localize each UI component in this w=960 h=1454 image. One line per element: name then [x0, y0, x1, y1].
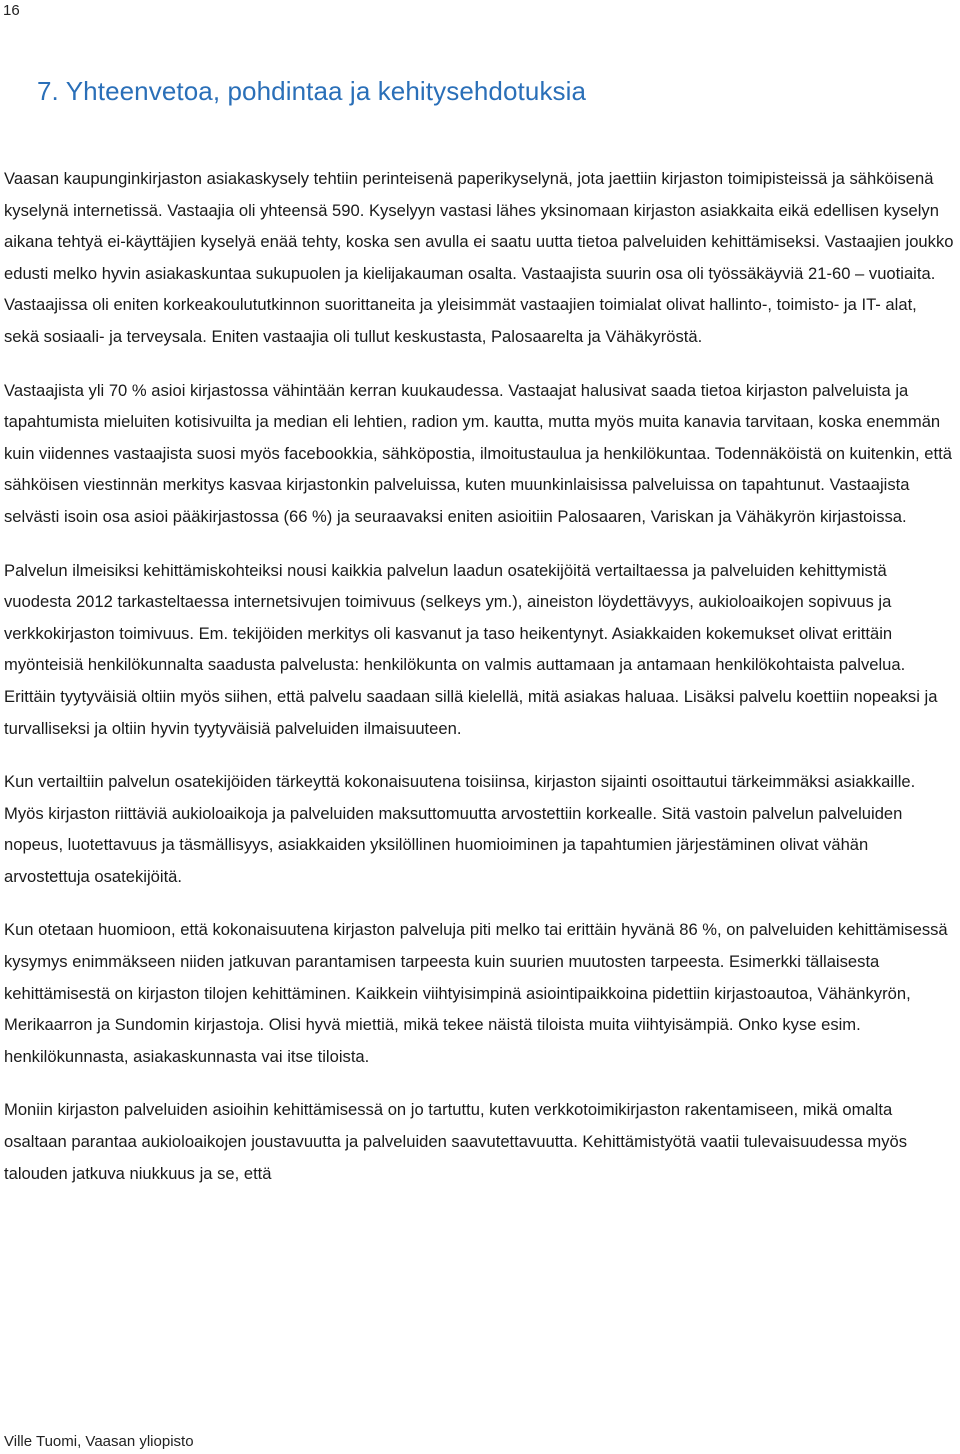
body-text: [4, 163, 956, 1189]
section-heading: 7. Yhteenvetoa, pohdintaa ja kehitysehdotuksia: [37, 76, 587, 106]
page-number: 16: [3, 2, 20, 19]
paragraph-communication-channels: Vastaajista yli 70 % asioi kirjastossa vähintään kerran kuukaudessa. Vastaajat halusivat saada tietoa kirjaston palveluista ja tapahtumista mieluiten kotisivuilta ja median eli lehtien, radion ym. kautta, mutta myös muita kanavia tarvitaan, koska enemmän kuin viidennes vastaajista suosi myös facebookkia, sähköpostia, ilmoitustaulua ja henkilökuntaa. Todennäköistä on kuitenkin, että sähköisen viestinnän merkitys kasvaa kirjastonkin palveluissa, kuten muunkinlaisissa palveluissa on tapahtunut. Vastaajista selvästi isoin osa asioi pääkirjastossa (66 %) ja seuraavaksi eniten asioitiin Palosaaren, Variskan ja Vähäkyrön kirjastoissa.: [4, 380, 952, 526]
paragraph-importance-comparison: Kun vertailtiin palvelun osatekijöiden tärkeyttä kokonaisuutena toisiinsa, kirjaston sijainti osoittautui tärkeimmäksi asiakkaille. Myös kirjaston riittäviä aukioloaikoja ja palveluiden maksuttomuutta arvostettiin korkealle. Sitä vastoin palvelun palveluiden nopeus, luotettavuus ja täsmällisyys, asiakkaiden yksilöllinen huomioiminen ja tapahtumien järjestäminen olivat vähän arvostettuja osatekijöitä.: [4, 772, 916, 886]
paragraph-development-work: Moniin kirjaston palveluiden asioihin kehittämisessä on jo tartuttu, kuten verkkotoimikirjaston rakentamiseen, mikä omalta osaltaan parantaa aukioloaikojen joustavuutta ja palveluiden saavutettavuutta. Kehittämistyötä vaatii tulevaisuudessa myös talouden jatkuva niukkuus ja se, että: [4, 1100, 908, 1183]
paragraph-service-quality: Palvelun ilmeisiksi kehittämiskohteiksi nousi kaikkia palvelun laadun osatekijöitä vertailtaessa ja palveluiden kehittymistä vuodesta 2012 tarkasteltaessa internetsivujen toimivuus (selkeys ym.), aineiston löydettävyys, aukioloaikojen sopivuus ja verkkokirjaston toimivuus. Em. tekijöiden merkitys oli kasvanut ja taso heikentynyt. Asiakkaiden kokemukset olivat erittäin myönteisiä henkilökunnalta saadusta palvelusta: henkilökunta on valmis auttamaan ja antamaan henkilökohtaista palvelua. Erittäin tyytyväisiä oltiin myös siihen, että palvelu saadaan sillä kielellä, mitä asiakas haluaa. Lisäksi palvelu koettiin nopeaksi ja turvalliseksi ja oltiin hyvin tyytyväisiä palveluiden ilmaisuuteen.: [4, 560, 938, 738]
page-footer: Ville Tuomi, Vaasan yliopisto: [4, 1433, 194, 1450]
paragraph-overall-satisfaction: Kun otetaan huomioon, että kokonaisuutena kirjaston palveluja piti melko tai erittäin hyvänä 86 %, on palveluiden kehittämisessä kysymys enimmäkseen niiden jatkuvan parantamisen tarpeesta kuin suurien muutosten tarpeesta. Esimerkki tällaisesta kehittämisestä on kirjaston tilojen kehittäminen. Kaikkein viihtyisimpinä asiointipaikkoina pidettiin kirjastoautoa, Vähänkyrön, Merikaarron ja Sundomin kirjastoja. Olisi hyvä miettiä, mikä tekee näistä tiloista muita viihtyisämpiä. Onko kyse esim. henkilökunnasta, asiakaskunnasta vai itse tiloista.: [4, 920, 948, 1066]
paragraph-survey-overview: Vaasan kaupunginkirjaston asiakaskysely tehtiin perinteisenä paperikyselynä, jota jaettiin kirjaston toimipisteissä ja sähköisenä kyselynä internetissä. Vastaajia oli yhteensä 590. Kyselyyn vastasi lähes yksinomaan kirjaston asiakkaita eikä edellisen kyselyn aikana tehtyä ei-käyttäjien kyselyä enää tehty, koska sen avulla ei saatu uutta tietoa palveluiden kehittämiseksi. Vastaajien joukko edusti melko hyvin asiakaskuntaa sukupuolen ja kielijakauman osalta. Vastaajista suurin osa oli työssäkäyviä 21-60 – vuotiaita. Vastaajissa oli eniten korkeakoulututkinnon suorittaneita ja yleisimmät vastaajien toimialat olivat hallinto-, toimisto- ja IT- alat, sekä sosiaali- ja terveysala. Eniten vastaajia oli tullut keskustasta, Palosaarelta ja Vähäkyröstä.: [4, 169, 954, 346]
